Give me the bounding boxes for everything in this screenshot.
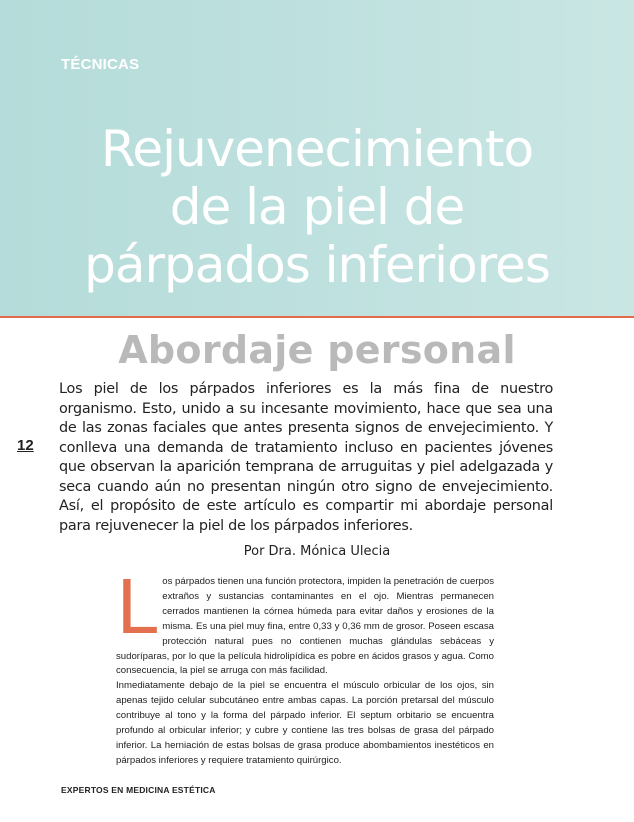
article-title	[0, 120, 634, 294]
body-paragraph: Inmediatamente debajo de la piel se encuentra el músculo orbicular de los ojos, sin apenas tejido celular subcutáneo entre ambas capas. La porción pretarsal del músculo contribuye al tono y la forma del párpado inferior. El septum orbitario se encuentra profundo al orbicular inferior; y cubre y contiene las tres bolsas de grasa del párpado inferior. La herniación de estas bolsas de grasa produce abombamientos inestéticos en párpados inferiores y requiere tratamiento quirúrgico.	[116, 680, 494, 766]
body-paragraph: os párpados tienen una función protectora, impiden la penetración de cuerpos extraños y sustancias contaminantes en el ojo. Mientras permanecen cerrados mantienen la córnea húmeda para evitar daños y erosiones de la misma. Es una piel muy fina, entre 0,33 y 0,36 mm de grosor. Poseen escasa protección natural pues no contienen muchas glándulas sebáceas y sudoríparas, por lo que la película hidrolipídica es pobre en ácidos grasos y agua. Como consecuencia, la piel se arruga con más facilidad.	[116, 576, 494, 677]
article-body	[116, 565, 494, 769]
author-byline: Por Dra. Mónica Ulecia	[243, 544, 391, 559]
header-banner	[0, 0, 634, 316]
page-number: 12	[17, 437, 34, 454]
intro-paragraph: Los piel de los párpados inferiores es la más fina de nuestro organismo. Esto, unido a su incesante movimiento, hace que sea una de las zonas faciales que antes presenta signos de envejecimiento. Y conlleva una demanda de tratamiento incluso en pacientes jóvenes que observan la aparición temprana de arruguitas y piel adelgazada y seca cuando aún no presentan ningún otro signo de envejecimiento. Así, el propósito de este artículo es compartir mi abordaje personal para rejuvenecer la piel de los párpados inferiores.	[59, 381, 553, 534]
section-label: TÉCNICAS	[61, 56, 140, 73]
title-line: Rejuvenecimiento	[100, 120, 534, 178]
title-line: de la piel de	[169, 178, 465, 236]
article-subtitle: Abordaje personal	[118, 328, 516, 372]
drop-cap: L	[116, 565, 158, 651]
header-divider	[0, 316, 634, 318]
title-line: párpados inferiores	[84, 236, 550, 294]
footer-publication: EXPERTOS EN MEDICINA ESTÉTICA	[61, 785, 216, 795]
